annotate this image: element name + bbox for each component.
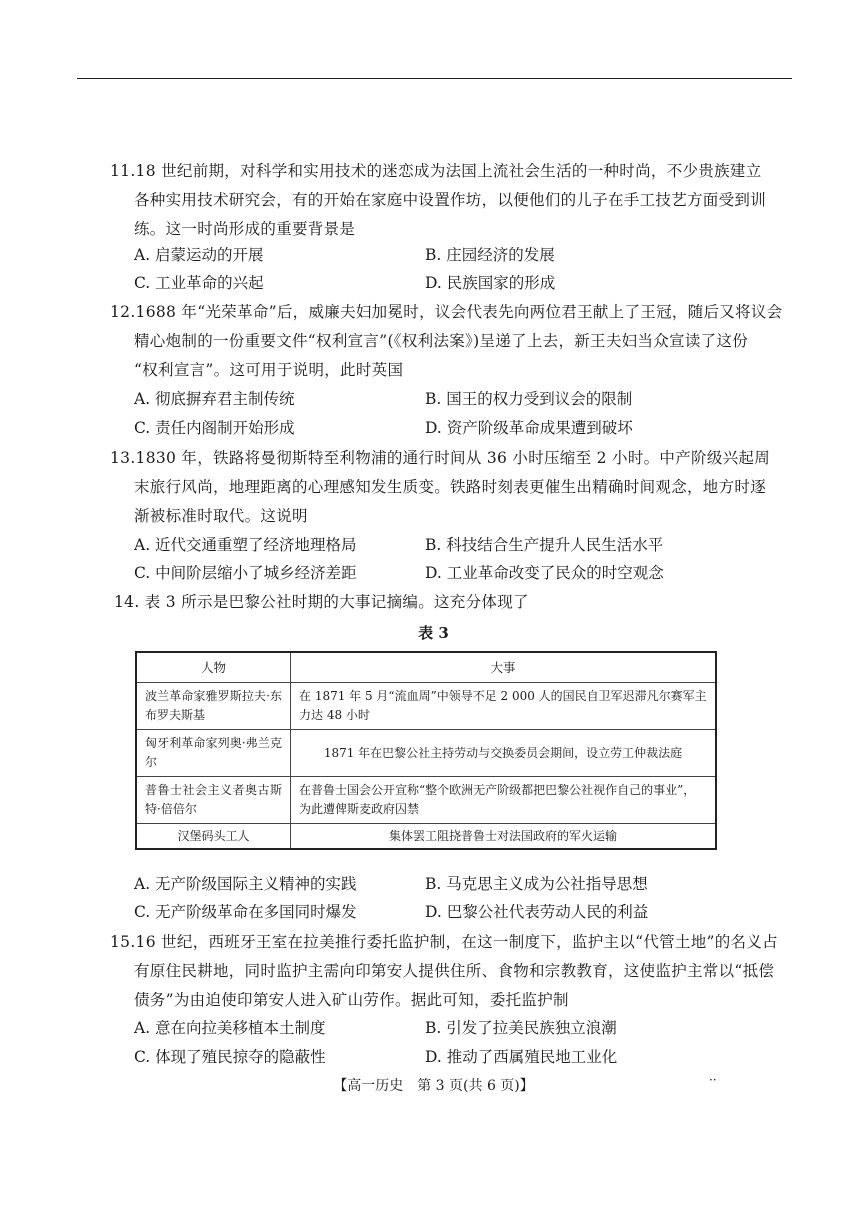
q14-option-d: D. 巴黎公社代表劳动人民的利益 xyxy=(425,903,649,921)
q11-line-2: 各种实用技术研究会，有的开始在家庭中设置作坊，以便他们的儿子在手工技艺方面受到训 xyxy=(134,191,767,209)
table-header-event: 大事 xyxy=(291,652,717,683)
table-row xyxy=(136,824,716,850)
table-row xyxy=(136,683,716,730)
q11-option-d: D. 民族国家的形成 xyxy=(425,274,556,292)
q14-line-1: 14. 表 3 所示是巴黎公社时期的大事记摘编。这充分体现了 xyxy=(114,593,529,611)
q11-line-3: 练。这一时尚形成的重要背景是 xyxy=(134,220,356,238)
q12-line-3: “权利宣言”。这可用于说明，此时英国 xyxy=(134,361,404,379)
q13-option-b: B. 科技结合生产提升人民生活水平 xyxy=(425,536,664,554)
table-cell-event: 集体罢工阻挠普鲁士对法国政府的军火运输 xyxy=(291,824,717,850)
q11-line-1: 11.18 世纪前期，对科学和实用技术的迷恋成为法国上流社会生活的一种时尚，不少贵族建立 xyxy=(110,162,762,180)
q15-option-d: D. 推动了西属殖民地工业化 xyxy=(425,1048,618,1066)
q15-line-3: 债务”为由迫使印第安人进入矿山劳作。据此可知，委托监护制 xyxy=(134,991,569,1009)
table-row xyxy=(136,777,716,824)
table-row xyxy=(136,730,716,777)
events-table xyxy=(135,651,717,850)
q12-option-c: C. 责任内阁制开始形成 xyxy=(134,419,295,437)
q14-option-a: A. 无产阶级国际主义精神的实践 xyxy=(134,875,357,893)
q14-option-b: B. 马克思主义成为公社指导思想 xyxy=(425,875,648,893)
table-cell-person: 匈牙利革命家列奥·弗兰克尔 xyxy=(136,730,291,777)
q13-option-c: C. 中间阶层缩小了城乡经济差距 xyxy=(134,564,357,582)
q12-option-b: B. 国王的权力受到议会的限制 xyxy=(425,390,633,408)
q11-option-b: B. 庄园经济的发展 xyxy=(425,246,555,264)
table-header-row xyxy=(136,652,716,683)
q13-line-1: 13.1830 年，铁路将曼彻斯特至利物浦的通行时间从 36 小时压缩至 2 小时。中产阶级兴起周 xyxy=(110,449,771,467)
q15-option-c: C. 体现了殖民掠夺的隐蔽性 xyxy=(134,1048,326,1066)
q13-option-d: D. 工业革命改变了民众的时空观念 xyxy=(425,564,664,582)
q14-option-c: C. 无产阶级革命在多国同时爆发 xyxy=(134,903,357,921)
q12-option-d: D. 资产阶级革命成果遭到破坏 xyxy=(425,419,633,437)
table-header-person: 人物 xyxy=(136,652,291,683)
q11-option-c: C. 工业革命的兴起 xyxy=(134,274,264,292)
q13-line-3: 渐被标准时取代。这说明 xyxy=(134,507,308,525)
q11-option-a: A. 启蒙运动的开展 xyxy=(134,246,264,264)
page-footer: 【高一历史 第 3 页(共 6 页)】 xyxy=(333,1078,534,1094)
table-title: 表 3 xyxy=(418,624,449,642)
q15-line-2: 有原住民耕地，同时监护主需向印第安人提供住所、食物和宗教教育，这使监护主常以“抵偿 xyxy=(134,962,775,980)
q12-option-a: A. 彻底摒弃君主制传统 xyxy=(134,390,295,408)
table-cell-event: 在 1871 年 5 月“流血周”中领导不足 2 000 人的国民自卫军迟滞凡尔赛军主力达 48 小时 xyxy=(291,683,717,730)
q15-option-b: B. 引发了拉美民族独立浪潮 xyxy=(425,1019,617,1037)
table-cell-person: 汉堡码头工人 xyxy=(136,824,291,850)
table-cell-event: 在普鲁士国会公开宣称“整个欧洲无产阶级都把巴黎公社视作自己的事业”，为此遭俾斯麦政府囚禁 xyxy=(291,777,717,824)
table-cell-person: 普鲁士社会主义者奥古斯特·倍倍尔 xyxy=(136,777,291,824)
table-cell-person: 波兰革命家雅罗斯拉夫·东布罗夫斯基 xyxy=(136,683,291,730)
q13-option-a: A. 近代交通重塑了经济地理格局 xyxy=(134,536,357,554)
q12-line-2: 精心炮制的一份重要文件“权利宣言”(《权利法案》)呈递了上去，新王夫妇当众宣读了这份 xyxy=(134,332,749,350)
q15-option-a: A. 意在向拉美移植本土制度 xyxy=(134,1019,326,1037)
q12-line-1: 12.1688 年“光荣革命”后，威廉夫妇加冕时，议会代表先向两位君王献上了王冠，随后又将议会 xyxy=(110,303,783,321)
scan-mark: ·· xyxy=(709,1073,717,1087)
q13-line-2: 末旅行风尚，地理距离的心理感知发生质变。铁路时刻表更催生出精确时间观念，地方时逐 xyxy=(134,478,767,496)
table-cell-event: 1871 年在巴黎公社主持劳动与交换委员会期间，设立劳工仲裁法庭 xyxy=(291,730,717,777)
header-rule xyxy=(77,78,792,79)
q15-line-1: 15.16 世纪，西班牙王室在拉美推行委托监护制，在这一制度下，监护主以“代管土地”的名义占 xyxy=(110,933,778,951)
